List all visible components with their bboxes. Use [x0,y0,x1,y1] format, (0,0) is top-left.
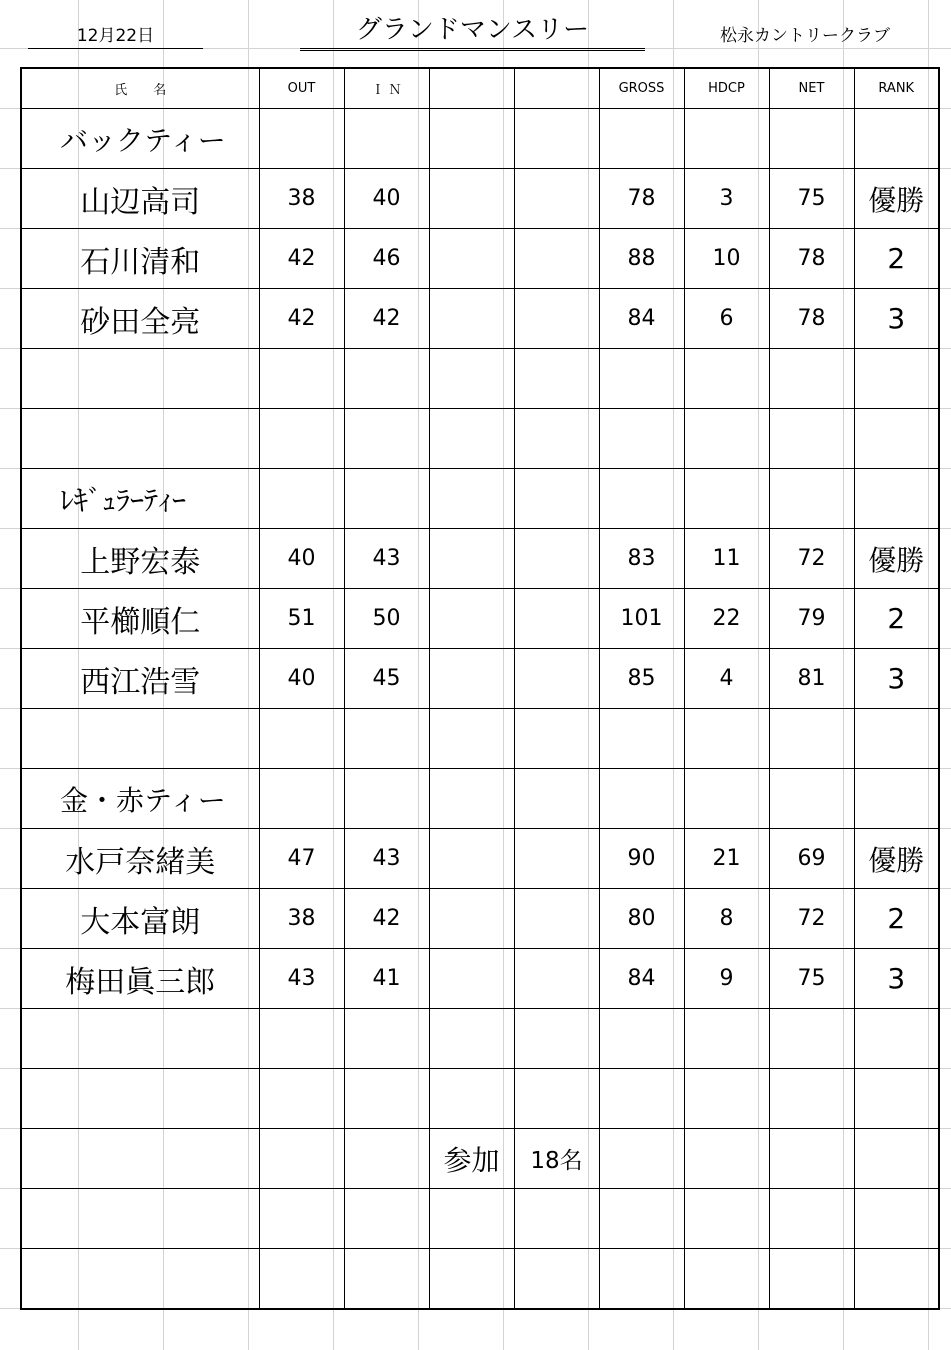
out-score: 51 [259,589,344,649]
participation-label: 参加 [429,1129,514,1189]
empty-row [21,1249,939,1310]
gross-score: 84 [599,949,684,1009]
player-name: 水戸奈緒美 [21,829,259,889]
hdcp-value: 6 [684,289,769,349]
rank-value: 優勝 [854,829,939,889]
results-table [20,67,940,1310]
table-row [21,589,939,649]
hdcp-value: 10 [684,229,769,289]
club-name: 松永カントリークラブ [720,26,890,46]
section-row [21,769,939,829]
in-score: 42 [344,889,429,949]
player-name: 大本富朗 [21,889,259,949]
participation-row [21,1129,939,1189]
table-row [21,889,939,949]
player-name: 砂田全亮 [21,289,259,349]
rank-value: 2 [854,589,939,649]
empty-row [21,409,939,469]
col-header-in: Ｉ Ｎ [344,68,429,109]
table-row [21,169,939,229]
rank-value: 3 [854,949,939,1009]
hdcp-value: 22 [684,589,769,649]
net-score: 75 [769,169,854,229]
empty-row [21,1009,939,1069]
col-header-blank [429,68,514,109]
rank-value: 優勝 [854,169,939,229]
gross-score: 85 [599,649,684,709]
player-name: 西江浩雪 [21,649,259,709]
net-score: 72 [769,889,854,949]
in-score: 43 [344,829,429,889]
player-name: 梅田眞三郎 [21,949,259,1009]
out-score: 42 [259,289,344,349]
hdcp-value: 11 [684,529,769,589]
rank-value: 2 [854,889,939,949]
net-score: 81 [769,649,854,709]
rank-value: 2 [854,229,939,289]
table-row [21,529,939,589]
gross-score: 80 [599,889,684,949]
in-score: 43 [344,529,429,589]
net-score: 72 [769,529,854,589]
in-score: 41 [344,949,429,1009]
table-row [21,949,939,1009]
net-score: 75 [769,949,854,1009]
gross-score: 78 [599,169,684,229]
hdcp-value: 8 [684,889,769,949]
empty-row [21,1069,939,1129]
in-score: 42 [344,289,429,349]
header-row [21,68,939,109]
gross-score: 84 [599,289,684,349]
section-row [21,469,939,529]
rank-value: 3 [854,649,939,709]
out-score: 40 [259,649,344,709]
player-name: 山辺高司 [21,169,259,229]
net-score: 78 [769,229,854,289]
tee-label: 金・赤ティー [21,769,259,829]
date-label: 12月22日 [28,24,203,49]
empty-row [21,349,939,409]
in-score: 46 [344,229,429,289]
col-header-hdcp: HDCP [684,68,769,109]
col-header-out: OUT [259,68,344,109]
empty-row [21,709,939,769]
participation-count: 18名 [514,1129,599,1189]
out-score: 38 [259,889,344,949]
col-header-gross: GROSS [599,68,684,109]
out-score: 43 [259,949,344,1009]
player-name: 石川清和 [21,229,259,289]
net-score: 69 [769,829,854,889]
table-row [21,229,939,289]
col-header-blank [514,68,599,109]
out-score: 40 [259,529,344,589]
col-header-name: 氏 名 [21,68,259,109]
page-title: グランドマンスリー [300,12,645,51]
col-header-rank: RANK [854,68,939,109]
gross-score: 88 [599,229,684,289]
in-score: 45 [344,649,429,709]
hdcp-value: 9 [684,949,769,1009]
tee-label: ﾚｷﾞｭﾗｰﾃｨｰ [21,469,259,529]
gross-score: 101 [599,589,684,649]
net-score: 78 [769,289,854,349]
table-row [21,649,939,709]
gross-score: 83 [599,529,684,589]
table-row [21,289,939,349]
in-score: 40 [344,169,429,229]
hdcp-value: 3 [684,169,769,229]
player-name: 平櫛順仁 [21,589,259,649]
tee-label: バックティー [21,109,259,169]
net-score: 79 [769,589,854,649]
in-score: 50 [344,589,429,649]
empty-row [21,1189,939,1249]
section-row [21,109,939,169]
out-score: 38 [259,169,344,229]
out-score: 42 [259,229,344,289]
gross-score: 90 [599,829,684,889]
rank-value: 3 [854,289,939,349]
hdcp-value: 21 [684,829,769,889]
player-name: 上野宏泰 [21,529,259,589]
table-row [21,829,939,889]
out-score: 47 [259,829,344,889]
hdcp-value: 4 [684,649,769,709]
col-header-net: NET [769,68,854,109]
rank-value: 優勝 [854,529,939,589]
